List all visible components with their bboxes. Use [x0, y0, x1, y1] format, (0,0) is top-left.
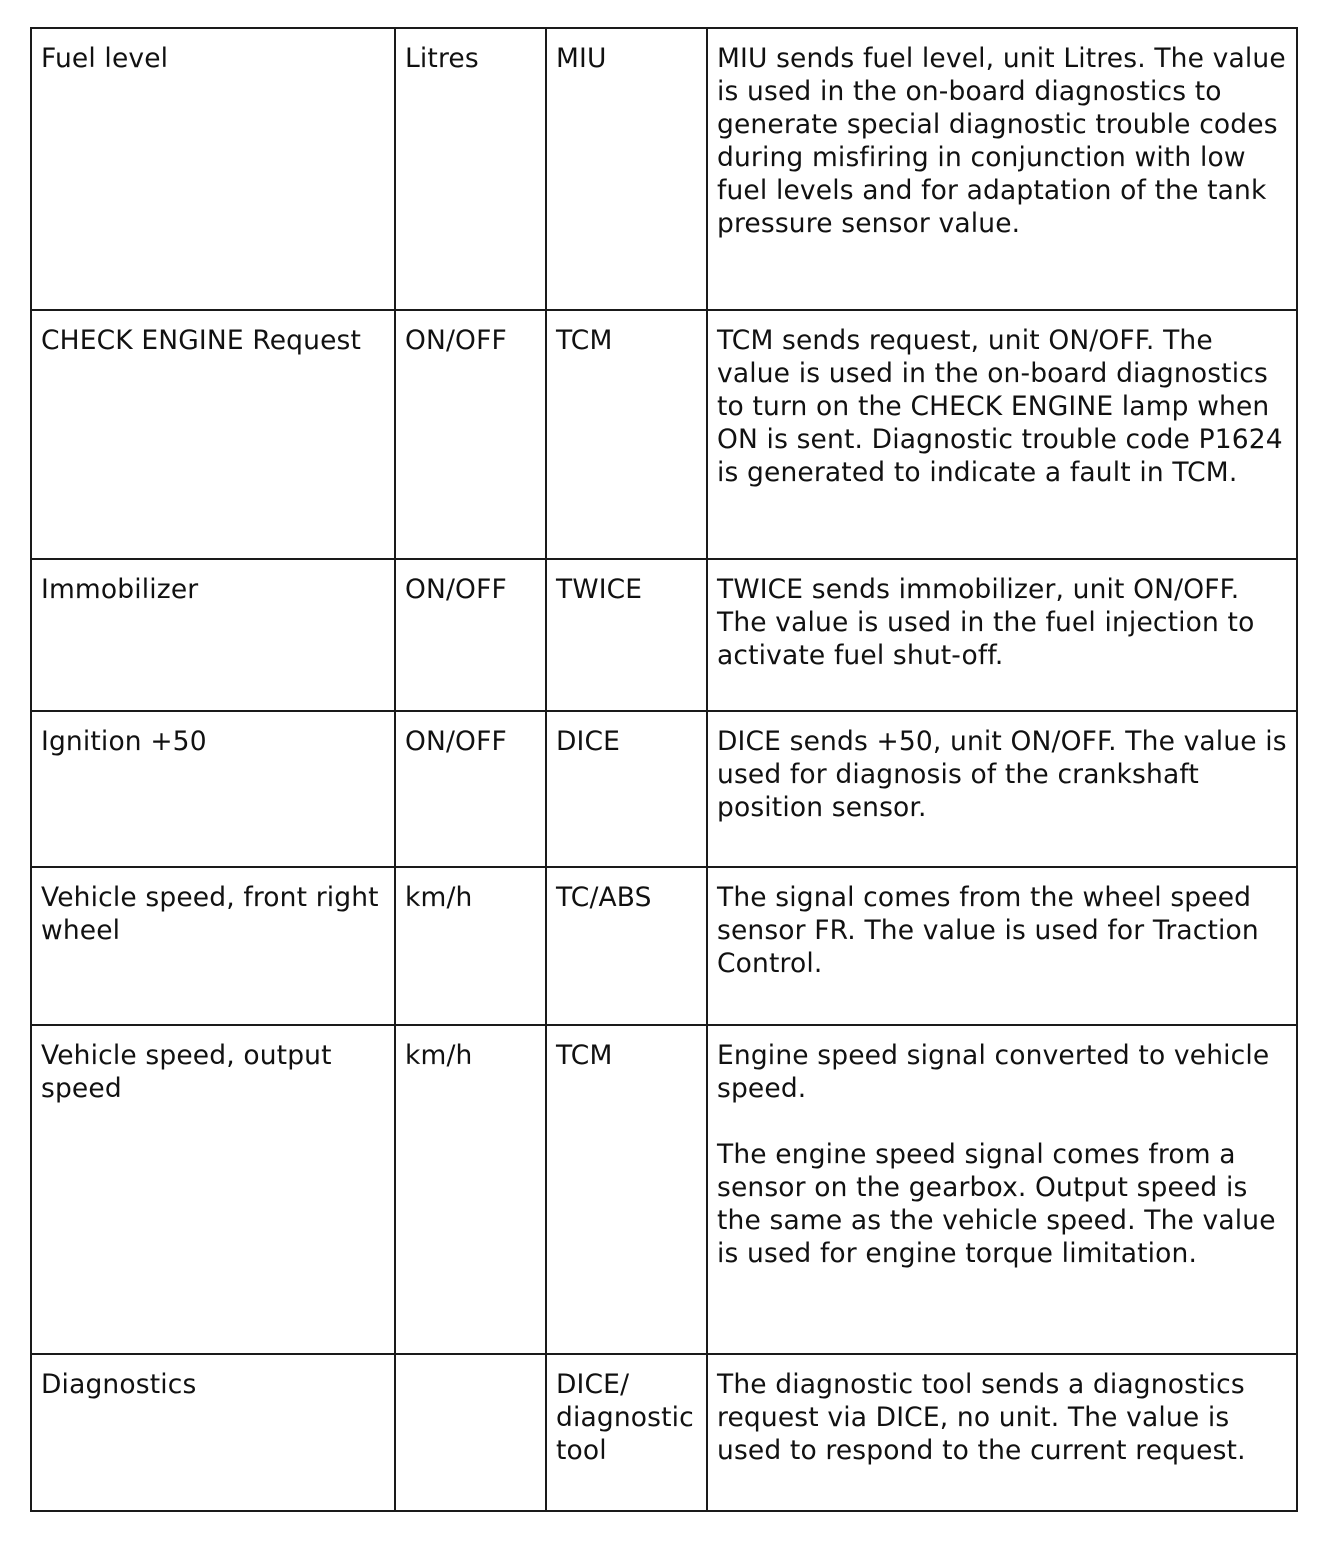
description-paragraph: TCM sends request, unit ON/OFF. The value is used in the on-board diagnostics to turn on the CHECK ENGINE lamp when ON is sent. Diagnostic trouble code P1624 is generated to indicate a fault in TCM. [717, 325, 1283, 488]
unit-cell: ON/OFF [395, 310, 546, 559]
signal-name-cell: Vehicle speed, front right wheel [31, 867, 395, 1025]
table-row [31, 1354, 1297, 1511]
table-row [31, 28, 1297, 310]
description-cell [707, 867, 1297, 1025]
unit-cell: ON/OFF [395, 559, 546, 711]
description-paragraph: DICE sends +50, unit ON/OFF. The value is used for diagnosis of the crankshaft position sensor. [717, 726, 1287, 823]
table-row [31, 559, 1297, 711]
description-cell [707, 711, 1297, 867]
source-cell: TWICE [546, 559, 707, 711]
signal-name-cell: Diagnostics [31, 1354, 395, 1511]
source-cell: TC/ABS [546, 867, 707, 1025]
unit-cell: km/h [395, 1025, 546, 1354]
unit-cell: ON/OFF [395, 711, 546, 867]
unit-cell: km/h [395, 867, 546, 1025]
table-row [31, 711, 1297, 867]
description-paragraph: MIU sends fuel level, unit Litres. The value is used in the on-board diagnostics to generate special diagnostic trouble codes during misfiring in conjunction with low fuel levels and for adaptation of the tank pressure sensor value. [717, 43, 1286, 239]
description-paragraph: The signal comes from the wheel speed sensor FR. The value is used for Traction Control. [717, 882, 1259, 979]
table-row [31, 867, 1297, 1025]
source-cell: TCM [546, 310, 707, 559]
description-paragraph: TWICE sends immobilizer, unit ON/OFF. The value is used in the fuel injection to activate fuel shut-off. [717, 574, 1255, 671]
description-paragraph: The engine speed signal comes from a sensor on the gearbox. Output speed is the same as the vehicle speed. The value is used for engine torque limitation. [717, 1139, 1276, 1269]
table-row [31, 1025, 1297, 1354]
table-row [31, 310, 1297, 559]
signal-name-cell: CHECK ENGINE Request [31, 310, 395, 559]
signal-name-cell: Fuel level [31, 28, 395, 310]
description-cell [707, 28, 1297, 310]
signal-name-cell: Vehicle speed, output speed [31, 1025, 395, 1354]
unit-cell: Litres [395, 28, 546, 310]
unit-cell [395, 1354, 546, 1511]
description-paragraph: The diagnostic tool sends a diagnostics request via DICE, no unit. The value is used to respond to the current request. [717, 1369, 1246, 1466]
source-cell: TCM [546, 1025, 707, 1354]
description-cell [707, 1025, 1297, 1354]
signal-name-cell: Immobilizer [31, 559, 395, 711]
description-cell [707, 1354, 1297, 1511]
source-cell: MIU [546, 28, 707, 310]
signal-table [30, 27, 1298, 1512]
description-cell [707, 559, 1297, 711]
description-paragraph: Engine speed signal converted to vehicle speed. [717, 1040, 1270, 1104]
description-cell [707, 310, 1297, 559]
signal-name-cell: Ignition +50 [31, 711, 395, 867]
source-cell: DICE/ diagnostic tool [546, 1354, 707, 1511]
source-cell: DICE [546, 711, 707, 867]
